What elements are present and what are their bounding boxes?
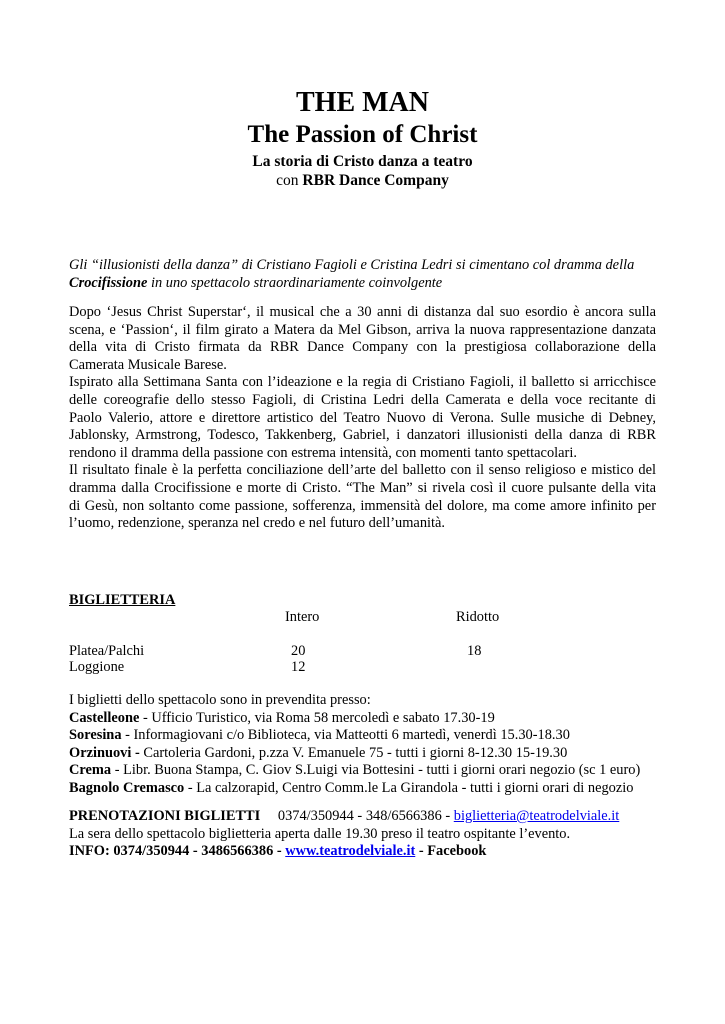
body-line: delle coreografie dello stesso Fagioli, di Cristina Ledri della Camerata e della voce recitante di [69, 391, 656, 408]
body-line: rendono il dramma della passione con estrema intensità, con momenti tanto spettacolari. [69, 444, 577, 461]
body-line: l’uomo, redenzione, speranza nel credo e nel futuro dell’umanità. [69, 515, 445, 532]
ticket-row-label: Platea/Palchi [69, 643, 145, 659]
body-line: Ispirato alla Settimana Santa con l’ideazione e la regia di Cristiano Fagioli, il balletto si arricchisce [69, 374, 656, 391]
ticket-row-intero: 12 [291, 659, 306, 675]
company-line [0, 171, 725, 190]
info-line [69, 843, 656, 861]
body-line: Dopo ‘Jesus Christ Superstar‘, il musical che a 30 anni di distanza dal suo esordio è ancora sulla [69, 304, 656, 320]
booking-section [69, 808, 656, 861]
ticket-section-title: BIGLIETTERIA [69, 592, 176, 608]
sales-place: Orzinuovi - [69, 744, 140, 761]
intro-rest: in uno spettacolo straordinariamente coinvolgente [147, 274, 443, 291]
info-prefix: INFO: 0374/350944 - 3486566386 - [69, 843, 286, 860]
ticket-row-intero: 20 [291, 643, 306, 659]
sales-point [69, 710, 656, 728]
body-line: dramma dalla Crocifissione e morte di Cristo. “The Man” si rivela così il cuore pulsante della vita [69, 479, 656, 496]
sales-point [69, 745, 656, 763]
info-suffix: - Facebook [415, 843, 487, 860]
sales-detail: - Ufficio Turistico, via Roma 58 mercoledì e sabato 17.30-19 [139, 709, 495, 726]
sales-place: Castelleone [69, 709, 140, 726]
body-line: Il risultato finale è la perfetta conciliazione dell’arte del balletto con il senso religioso e mistico del [69, 462, 656, 479]
booking-phones: 0374/350944 - 348/6566386 - [277, 808, 454, 824]
booking-email-link[interactable]: biglietteria@teatrodelviale.it [453, 808, 620, 824]
sales-place: Soresina [69, 727, 122, 744]
sales-points [69, 692, 656, 798]
website-link[interactable]: www.teatrodelviale.it [285, 843, 416, 860]
sales-point [69, 727, 656, 745]
sales-place: Crema [69, 762, 112, 779]
body-line: Jablonsky, Armstrong, Todesco, Takkenberg, Gabriel, i danzatori illusionisti della danza di RBR [69, 427, 656, 444]
body-paragraph [69, 304, 656, 533]
company-name: RBR Dance Company [302, 172, 449, 189]
ticket-header-intero: Intero [285, 609, 320, 625]
body-line: Camerata Musicale Barese. [69, 356, 227, 373]
body-line: della vita di Cristo firmata da RBR Dance Company con la prestigiosa collaborazione della [69, 339, 656, 356]
company-prefix: con [276, 172, 299, 189]
sales-place: Bagnolo Cremasco [69, 779, 185, 796]
sales-point [69, 762, 656, 780]
sales-intro: I biglietti dello spettacolo sono in prevendita presso: [69, 692, 371, 708]
ticket-header-ridotto: Ridotto [456, 609, 500, 625]
document-subtitle: The Passion of Christ [247, 121, 478, 148]
evening-note: La sera dello spettacolo biglietteria aperta dalle 19.30 preso il teatro ospitante l’evento. [69, 825, 571, 842]
booking-label: PRENOTAZIONI BIGLIETTI [69, 808, 261, 824]
intro-paragraph [69, 257, 656, 292]
sales-detail: - Libr. Buona Stampa, C. Giov S.Luigi via Bottesini - tutti i giorni orari negozio (sc 1 euro) [111, 762, 641, 779]
sales-detail: Cartoleria Gardoni, p.zza V. Emanuele 75 - tutti i giorni 8-12.30 15-19.30 [139, 744, 568, 761]
intro-bold-word: Crocifissione [69, 274, 148, 291]
document-tagline: La storia di Cristo danza a teatro [252, 153, 473, 170]
booking-line [69, 808, 656, 826]
body-line: di Gesù, non soltanto come passione, sofferenza, immensità del dolore, ma come amore infinito per [69, 497, 656, 514]
ticket-row-label: Loggione [69, 659, 125, 675]
sales-detail: - Informagiovani c/o Biblioteca, via Matteotti 6 martedì, venerdì 15.30-18.30 [121, 727, 570, 744]
intro-line: Gli “illusionisti della danza” di Cristiano Fagioli e Cristina Ledri si cimentano col dramma della [69, 257, 635, 273]
body-line: scena, e ‘Passion‘, il film girato a Matera da Mel Gibson, arriva la nuova rappresentazione danzata [69, 321, 656, 338]
sales-detail: - La calzorapid, Centro Comm.le La Girandola - tutti i giorni orari di negozio [184, 779, 634, 796]
body-line: Paolo Valerio, attore e direttore artistico del Teatro Nuovo di Verona. Sulle musiche di Debney, [69, 409, 656, 426]
ticket-row-ridotto: 18 [467, 643, 482, 659]
intro-line [69, 275, 656, 293]
sales-point [69, 780, 656, 798]
document-title: THE MAN [296, 87, 429, 118]
